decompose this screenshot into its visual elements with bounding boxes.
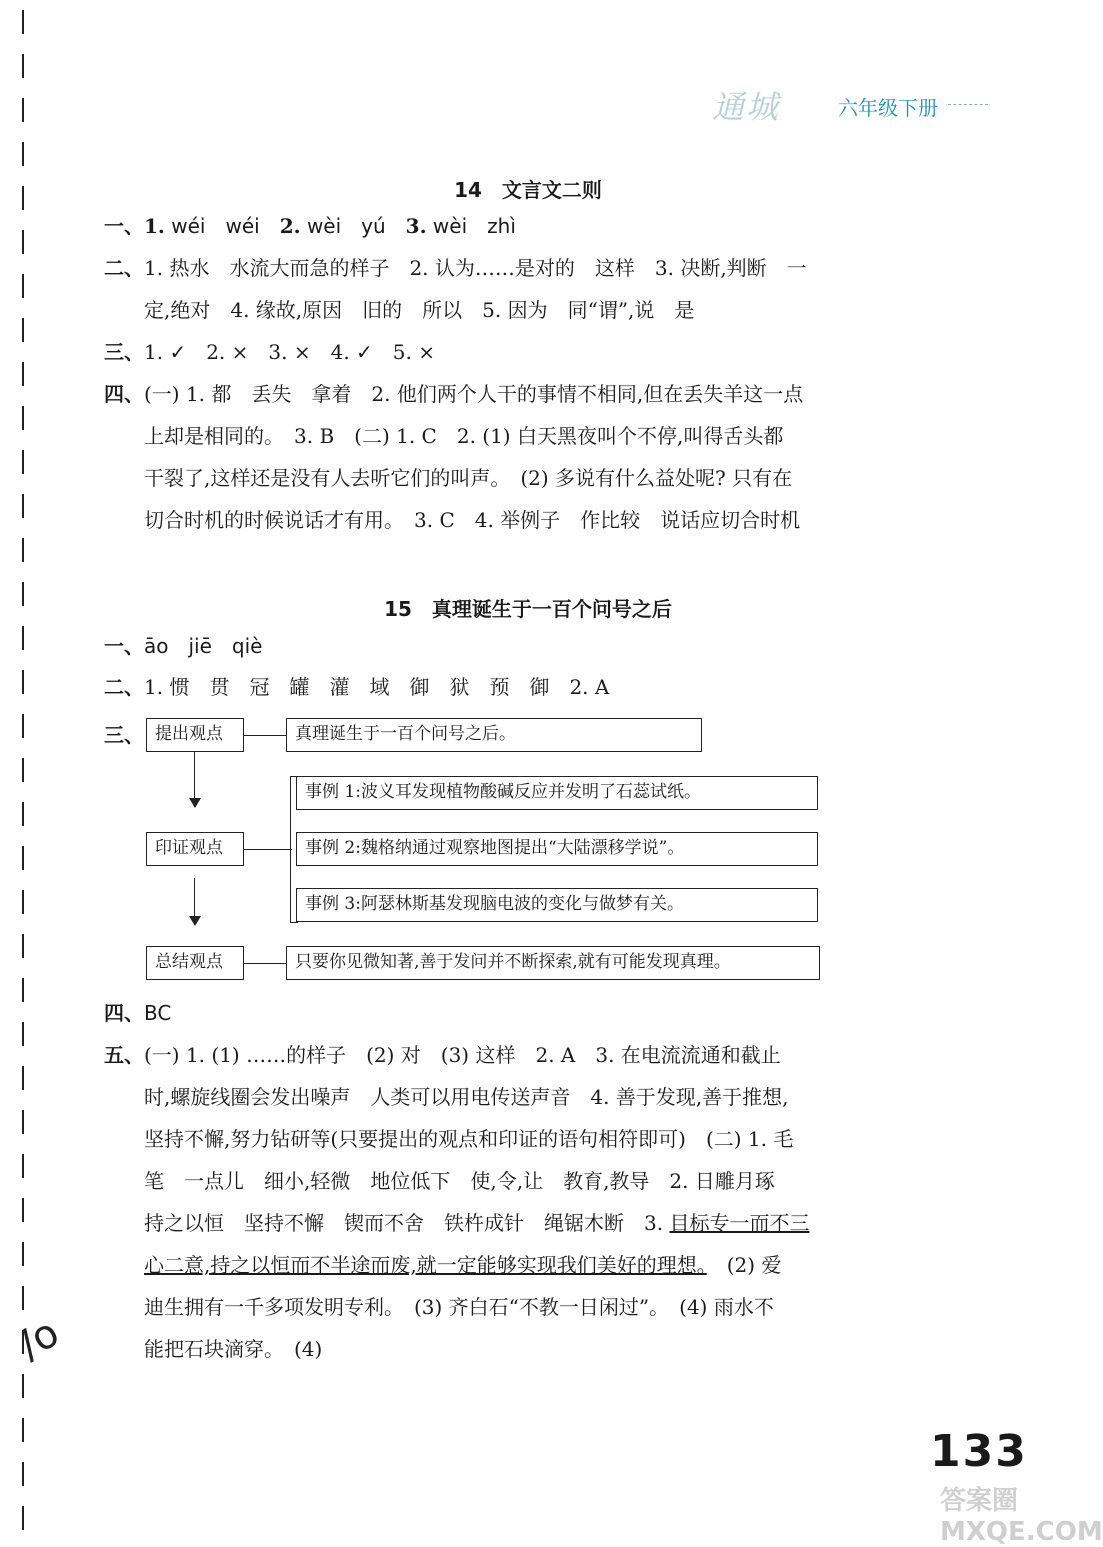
diagram-connector — [244, 963, 286, 964]
diagram-box-example-3: 事例 3:阿瑟林斯基发现脑电波的变化与做梦有关。 — [296, 888, 818, 922]
diagram-box-raise-viewpoint: 提出观点 — [146, 718, 244, 752]
s15-q5-line3: 坚持不懈,努力钻研等(只要提出的观点和印证的语句相符即可) (二) 1. 毛 — [144, 1127, 794, 1151]
diagram-bracket-bottom — [290, 922, 298, 923]
watermark: 答案圈 MXQE.COM — [940, 1486, 1103, 1547]
s14-q1: 一、1. wéi wéi 2. wèi yú 3. wèi zhì — [104, 214, 516, 238]
s14-q4-line3: 干裂了,这样还是没有人去听它们的叫声。 (2) 多说有什么益处呢? 只有在 — [144, 466, 793, 490]
section-15-title: 15 真理诞生于一百个问号之后 — [384, 597, 672, 621]
header-rule — [948, 104, 988, 105]
s14-q4-line2: 上却是相同的。 3. B (二) 1. C 2. (1) 白天黑夜叫个不停,叫得舌头都 — [144, 424, 784, 448]
diagram-arrow-shaft — [194, 878, 195, 918]
page-header — [700, 72, 1000, 132]
diagram-box-example-2: 事例 2:魏格纳通过观察地图提出“大陆漂移学说”。 — [296, 832, 818, 866]
s15-q5-line6: 心二意,持之以恒而不半途而废,就一定能够实现我们美好的理想。 (2) 爱 — [144, 1253, 782, 1277]
diagram-box-viewpoint: 真理诞生于一百个问号之后。 — [286, 718, 702, 752]
s15-q5-line2: 时,螺旋线圈会发出噪声 人类可以用电传送声音 4. 善于发现,善于推想, — [144, 1085, 789, 1109]
series-logo: 通城 — [712, 88, 781, 126]
s15-q5-line1: 五、(一) 1. (1) ……的样子 (2) 对 (3) 这样 2. A 3. 在电流流通和截止 — [104, 1043, 781, 1067]
s15-q4: 四、BC — [104, 1001, 172, 1025]
s14-q2-line1: 二、1. 热水 水流大而急的样子 2. 认为……是对的 这样 3. 决断,判断 一 — [104, 256, 807, 280]
down-arrow-icon — [189, 798, 201, 808]
diagram-bracket — [290, 776, 291, 922]
s15-q5-line7: 迪生拥有一千多项发明专利。 (3) 齐白石“不教一日闲过”。 (4) 雨水不 — [144, 1295, 774, 1319]
diagram-box-summarize-viewpoint: 总结观点 — [146, 946, 244, 980]
page-number: 133 — [930, 1426, 1028, 1477]
section-14-title: 14 文言文二则 — [454, 178, 602, 202]
s14-q4-line4: 切合时机的时候说话才有用。 3. C 4. 举例子 作比较 说话应切合时机 — [144, 508, 801, 532]
s15-q2: 二、1. 惯 贯 冠 罐 灌 域 御 狱 预 御 2. A — [104, 675, 610, 699]
diagram-box-summary: 只要你见微知著,善于发问并不断探索,就有可能发现真理。 — [286, 946, 820, 980]
diagram-box-example-1: 事例 1:波义耳发现植物酸碱反应并发明了石蕊试纸。 — [296, 776, 818, 810]
diagram-box-prove-viewpoint: 印证观点 — [146, 832, 244, 866]
diagram-connector — [244, 735, 286, 736]
diagram-arrow-shaft — [194, 752, 195, 800]
binding-dash-line — [20, 0, 26, 1536]
s14-q2-line2: 定,绝对 4. 缘故,原因 旧的 所以 5. 因为 同“谓”,说 是 — [144, 298, 695, 322]
s15-q5-line4: 笔 一点儿 细小,轻微 地位低下 使,令,让 教育,教导 2. 日雕月琢 — [144, 1169, 775, 1193]
grade-label: 六年级下册 — [838, 96, 938, 120]
s15-q1: 一、āo jiē qiè — [104, 634, 263, 658]
s14-q4-line1: 四、(一) 1. 都 丢失 拿着 2. 他们两个人干的事情不相同,但在丢失羊这一点 — [104, 382, 804, 406]
diagram-connector — [244, 849, 292, 850]
s15-q5-line5: 持之以恒 坚持不懈 锲而不舍 铁杵成针 绳锯木断 3. 目标专一而不三 — [144, 1211, 810, 1235]
down-arrow-icon — [189, 916, 201, 926]
s14-q3: 三、1. ✓ 2. × 3. × 4. ✓ 5. × — [104, 340, 435, 364]
s15-q5-line8: 能把石块滴穿。 (4) — [144, 1337, 323, 1361]
handwritten-mark: /o — [11, 1309, 67, 1369]
s15-q3-label: 三、 — [104, 723, 144, 747]
